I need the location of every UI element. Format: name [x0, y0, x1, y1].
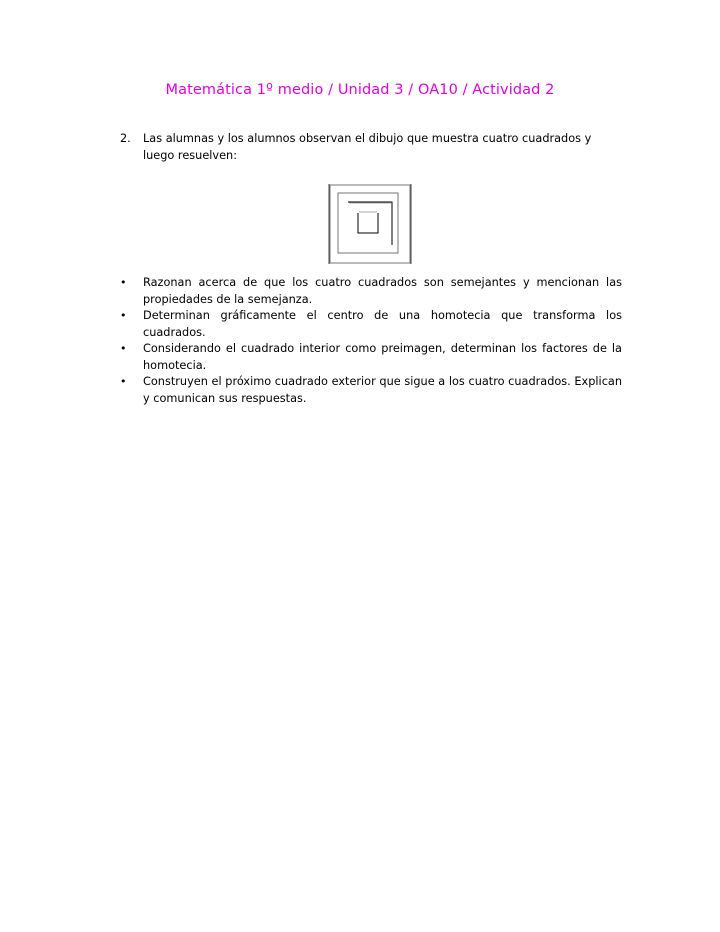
activity-number: 2. [120, 132, 131, 145]
task-list [120, 275, 622, 407]
task-text: Construyen el próximo cuadrado exterior que sigue a los cuatro cuadrados. Explican y comunican sus respuestas. [143, 375, 622, 405]
activity-intro-text: Las alumnas y los alumnos observan el dibujo que muestra cuatro cuadrados y luego resuelven: [143, 132, 592, 162]
bullet-marker: • [120, 276, 127, 289]
page-title [0, 82, 720, 98]
page-title-text: Matemática 1º medio / Unidad 3 / OA10 / Actividad 2 [165, 82, 555, 98]
task-item [120, 308, 622, 341]
square-3 [348, 202, 392, 245]
task-text: Determinan gráficamente el centro de una homotecia que transforma los cuadrados. [143, 309, 622, 339]
bullet-marker: • [120, 342, 127, 355]
square-4 [358, 213, 378, 233]
task-text: Considerando el cuadrado interior como preimagen, determinan los factores de la homotecia. [143, 342, 622, 372]
task-item [120, 275, 622, 308]
activity-section [120, 131, 622, 407]
bullet-marker: • [120, 309, 127, 322]
task-item [120, 341, 622, 374]
four-squares-figure [328, 183, 414, 265]
figure-container [120, 183, 622, 265]
activity-intro [120, 131, 622, 164]
task-item [120, 374, 622, 407]
task-text: Razonan acerca de que los cuatro cuadrados son semejantes y mencionan las propiedades de la semejanza. [143, 276, 622, 306]
bullet-marker: • [120, 375, 127, 388]
